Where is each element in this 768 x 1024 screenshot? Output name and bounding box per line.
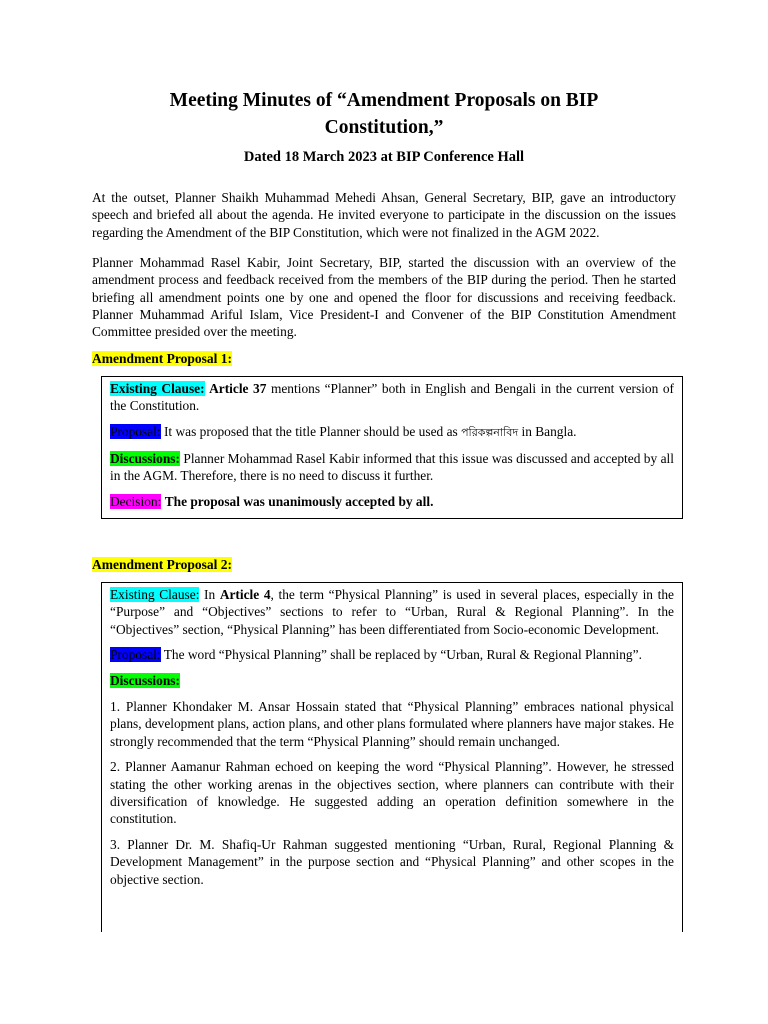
p2-proposal [102, 646, 682, 663]
amendment-proposal-2-box [101, 582, 683, 932]
proposal-label: Proposal: [110, 424, 161, 440]
intro-paragraph: At the outset, Planner Shaikh Muhammad Mehedi Ahsan, General Secretary, BIP, gave an introductory speech and briefed all about the agenda. He invited everyone to participate in the discussion on the issues regarding the Amendment of the BIP Constitution, which were not finalized in the AGM 2022. [92, 190, 676, 240]
document-title [92, 87, 676, 141]
overview-paragraph: Planner Mohammad Rasel Kabir, Joint Secretary, BIP, started the discussion with an overview of the amendment process and feedback received from the members of the BIP during the period. Then he started briefing all amendment points one by one and opened the floor for discussions and receiving feedback. Planner Muhammad Ariful Islam, Vice President-I and Convener of the BIP Constitution Amendment Committee presided over the meeting. [92, 255, 676, 340]
p2-existing-clause [102, 586, 682, 638]
existing-clause-label: Existing Clause: [110, 587, 200, 602]
p1-existing-clause [102, 380, 682, 415]
title-line-1: Meeting Minutes of “Amendment Proposals on BIP [169, 90, 599, 111]
p1-discussions [102, 450, 682, 485]
p2-proposal-text: The word “Physical Planning” shall be replaced by “Urban, Rural & Regional Planning”. [160, 647, 642, 663]
amendment-proposal-1-label: Amendment Proposal 1: [92, 351, 232, 366]
discussions-label: Discussions: [110, 673, 180, 689]
amendment-proposal-2-label: Amendment Proposal 2: [92, 557, 232, 572]
existing-clause-label: Existing Clause: [110, 381, 205, 396]
p1-bangla-word: পরিকল্পনাবিদ [461, 426, 519, 440]
title-line-2: Constitution,” [324, 117, 444, 138]
decision-label: Decision: [110, 493, 162, 509]
p1-article: Article 37 [209, 381, 267, 396]
p1-proposal [102, 423, 682, 441]
amendment-proposal-1-heading [92, 350, 232, 367]
p2-existing-in: In [199, 587, 220, 602]
meeting-date: Dated 18 March 2023 at BIP Conference Hall [243, 149, 525, 165]
p2-discussion-item: 1. Planner Khondaker M. Ansar Hossain stated that “Physical Planning” embraces national physical plans, development plans, action plans, and other plans formulated where planners have major stakes. He strongly recommended that the term “Physical Planning” should remain unchanged. [110, 698, 674, 749]
discussions-label: Discussions: [110, 450, 180, 466]
amendment-proposal-1-box [101, 376, 683, 519]
p1-existing-text: mentions “Planner” both in English and Bengali in the current version of the Constitution. [110, 381, 675, 414]
p2-existing-text: , the term “Physical Planning” is used in several places, especially in the “Purpose” and “Objectives” sections to refer to “Urban, Rural & Regional Planning”. In the “Objectives” section, “Physical Planning” has been differentiated from Socio-economic Development. [110, 587, 674, 637]
p1-proposal-text-after: in Bangla. [518, 424, 577, 440]
p2-discussion-item: 2. Planner Aamanur Rahman echoed on keeping the word “Physical Planning”. However, he stressed stating the other working arenas in the objectives section, where planners can contribute with their diversification of knowledge. He suggested adding an operation definition somewhere in the constitution. [110, 759, 674, 827]
p1-decision [102, 493, 682, 510]
p2-article: Article 4 [219, 587, 271, 602]
p1-decision-text: The proposal was unanimously accepted by all. [164, 493, 434, 509]
proposal-label: Proposal: [110, 647, 161, 663]
amendment-proposal-2-heading [92, 556, 232, 573]
p2-discussion-item: 3. Planner Dr. M. Shafiq-Ur Rahman suggested mentioning “Urban, Rural, Regional Planning & Development Management” in the purpose section and “Physical Planning” and other scopes in the objective section. [110, 837, 674, 887]
p1-proposal-text-before: It was proposed that the title Planner should be used as [160, 424, 462, 440]
p2-discussions-heading [102, 672, 682, 689]
p1-discussions-text: Planner Mohammad Rasel Kabir informed that this issue was discussed and accepted by all in the AGM. Therefore, there is no need to discuss it further. [110, 450, 674, 484]
